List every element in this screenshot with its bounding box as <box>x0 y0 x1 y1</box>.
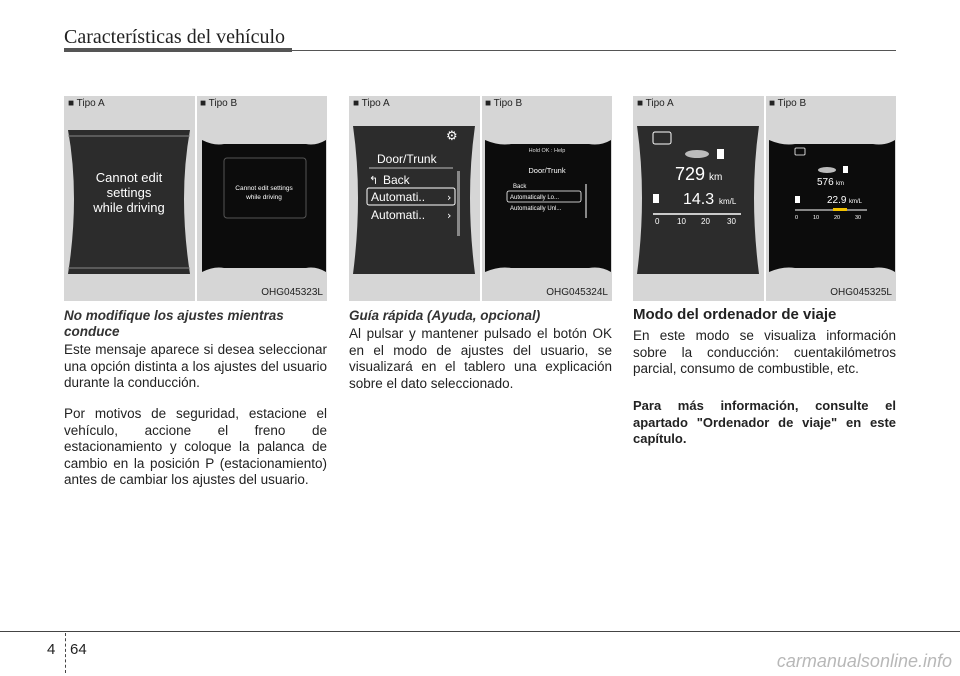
section-heading-modo-ordenador: Modo del ordenador de viaje <box>633 306 837 323</box>
chevron-right-icon: › <box>447 209 452 222</box>
screen-a-item-1: Back <box>383 173 410 187</box>
figure-label-tipo-a: ■ Tipo A <box>68 98 105 109</box>
figure-cannot-edit-illustration <box>64 96 327 301</box>
fuel-pump-icon <box>717 149 724 159</box>
paragraph: En este modo se visualiza información sobre la conducción: cuentakilómetros parcial, consumo de combustible, etc. <box>633 328 896 376</box>
screen-b-item-1: Back <box>513 184 527 190</box>
fuel-pump-icon <box>795 196 800 203</box>
paragraph: Al pulsar y mantener pulsado el botón OK en el modo de ajustes del usuario, se visualizará en el tablero una explicación sobre el dato seleccionado. <box>349 326 612 391</box>
figure-door-trunk <box>349 96 612 301</box>
header-rule-thin <box>292 50 896 51</box>
screen-b-distance-unit: km <box>836 181 844 187</box>
figure-code: OHG045325L <box>830 287 892 298</box>
screen-a-line-2: settings <box>106 185 152 200</box>
page-number: 64 <box>70 641 87 658</box>
car-icon <box>818 167 836 173</box>
screen-a-distance-unit: km <box>709 172 723 183</box>
watermark: carmanualsonline.info <box>776 651 952 671</box>
figure-cannot-edit <box>64 96 327 301</box>
screen-a-distance: 729 <box>675 164 706 184</box>
footer-separator <box>65 633 66 673</box>
figure-label-tipo-b: ■ Tipo B <box>485 98 523 109</box>
figure-label-tipo-b: ■ Tipo B <box>200 98 238 109</box>
paragraph: Este mensaje aparece si desea seleccionar una opción distinta a los ajustes del usuario durante la conducción. <box>64 342 327 390</box>
consumption-bar-highlight <box>833 208 847 211</box>
screen-b-hint: Hold OK : Help <box>528 148 566 154</box>
car-icon <box>685 150 709 158</box>
figure-code: OHG045324L <box>546 287 608 298</box>
screen-b-item-3: Automatically Unl... <box>510 206 562 212</box>
screen-b-distance: 576 <box>817 177 834 188</box>
screen-b-consumption-unit: km/L <box>849 199 863 205</box>
figure-label-tipo-a: ■ Tipo A <box>353 98 390 109</box>
screen-b-line-1: Cannot edit settings <box>235 185 293 192</box>
figure-code: OHG045323L <box>261 287 323 298</box>
header-rule-thick <box>64 48 292 52</box>
screen-a-title: Door/Trunk <box>377 152 437 166</box>
screen-a-line-1: Cannot edit <box>95 170 163 185</box>
figure-trip-computer <box>633 96 896 301</box>
screen-b-tick: 10 <box>813 215 820 221</box>
section-heading-no-modifique: No modifique los ajustes mientras conduce <box>64 308 284 339</box>
figure-trip-computer-illustration <box>633 96 896 301</box>
screen-b-tick: 30 <box>855 215 862 221</box>
screen-b-tick: 20 <box>834 215 841 221</box>
screen-a-consumption-unit: km/L <box>719 197 737 206</box>
screen-b-title: Door/Trunk <box>528 166 566 175</box>
chevron-right-icon: › <box>447 191 452 204</box>
fuel-pump-icon <box>653 194 659 203</box>
screen-a-item-2: Automati.. <box>371 190 426 204</box>
screen-b-item-2: Automatically Lo... <box>510 195 560 201</box>
screen-b-consumption: 22.9 <box>827 195 847 206</box>
screen-a-line-3: while driving <box>93 200 165 215</box>
fuel-pump-icon <box>843 166 848 173</box>
header-title: Características del vehículo <box>64 26 286 48</box>
screen-a-tick: 10 <box>677 217 686 226</box>
figure-label-tipo-b: ■ Tipo B <box>769 98 807 109</box>
figure-label-tipo-a: ■ Tipo A <box>637 98 674 109</box>
gear-icon: ⚙ <box>446 129 458 144</box>
back-icon: ↰ <box>369 174 379 187</box>
screen-b-tick: 0 <box>795 215 799 221</box>
screen-a-tick: 30 <box>727 217 736 226</box>
section-heading-guia-rapida: Guía rápida (Ayuda, opcional) <box>349 308 541 323</box>
screen-b-line-2: while driving <box>246 194 282 201</box>
screen-a-tick: 0 <box>655 217 660 226</box>
paragraph-bold: Para más información, consulte el apartado "Ordenador de viaje" en este capítulo. <box>633 398 896 446</box>
screen-a-item-3: Automati.. <box>371 208 426 222</box>
figure-door-trunk-illustration <box>349 96 612 301</box>
chapter-number: 4 <box>47 641 56 658</box>
footer-rule <box>0 631 960 632</box>
screen-a-consumption: 14.3 <box>683 191 715 208</box>
paragraph: Por motivos de seguridad, estacione el vehículo, accione el freno de estacionamiento y coloque la palanca de cambio en la posición P (estacionamiento) antes de cambiar los ajustes del usuario. <box>64 406 327 487</box>
screen-a-tick: 20 <box>701 217 710 226</box>
